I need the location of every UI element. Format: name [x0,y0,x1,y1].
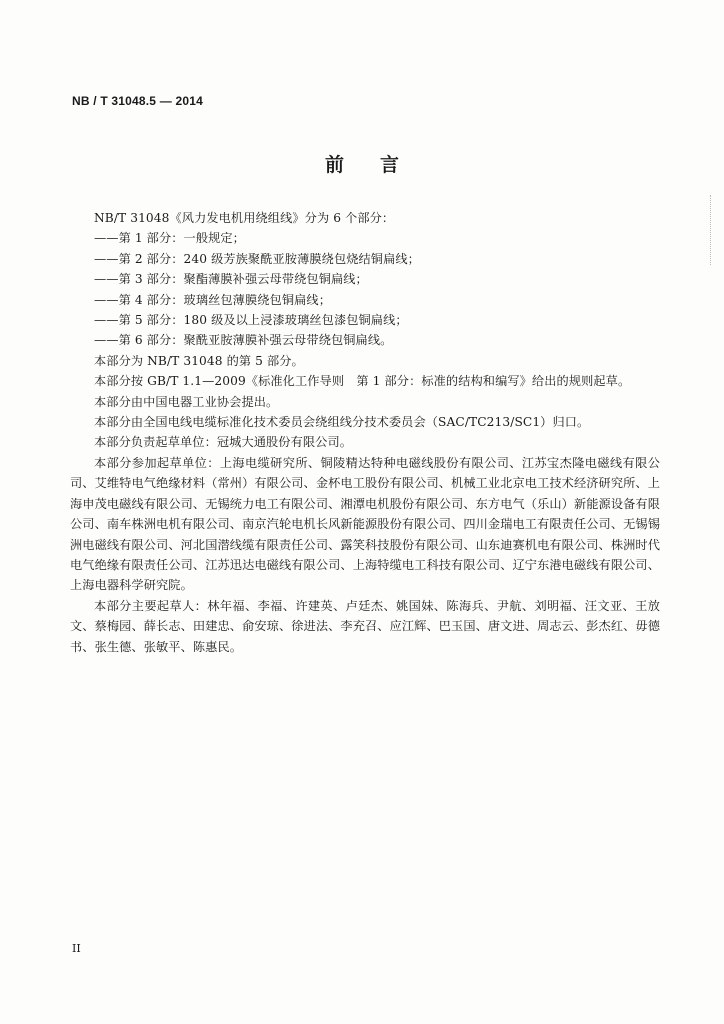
section-title [0,150,724,177]
intro-paragraph: NB/T 31048《风力发电机用绕组线》分为 6 个部分： [94,211,395,225]
part-item-5: ——第 5 部分：180 级及以上浸漆玻璃丝包漆包铜扁线； [94,313,408,328]
drafting-rules-paragraph: 本部分按 GB/T 1.1—2009《标准化工作导则 第 1 部分：标准的结构和编写》给出的规则起草。 [94,374,631,389]
foreword-body [70,208,660,657]
part-item-6: ——第 6 部分：聚酰亚胺薄膜补强云母带绕包铜扁线。 [94,333,393,348]
participating-units-paragraph: 本部分参加起草单位：上海电缆研究所、铜陵精达特种电磁线股份有限公司、江苏宝杰隆电磁线有限公司、艾维特电气绝缘材料（常州）有限公司、金杯电工股份有限公司、机械工业北京电工技术经济研究所、上海申茂电磁线有限公司、无锡统力电工有限公司、湘潭电机股份有限公司、东方电气（乐山）新能源设备有限公司、南车株洲电机有限公司、南京汽轮电机长风新能源股份有限公司、四川金瑞电工有限责任公司、无锡锡洲电磁线有限公司、河北国潜线缆有限责任公司、露笑科技股份有限公司、山东迪赛机电有限公司、株洲时代电气绝缘有限责任公司、江苏迅达电磁线有限公司、上海特缆电工科技有限公司、辽宁东港电磁线有限公司、上海电器科学研究院。 [70,455,660,593]
title-char-1: 前 [324,154,344,176]
part-item-2: ——第 2 部分：240 级芳族聚酰亚胺薄膜绕包烧结铜扁线； [94,251,420,266]
drafters-paragraph: 本部分主要起草人：林年福、李福、许建英、卢廷杰、姚国妹、陈海兵、尹航、刘明福、汪文亚、王放文、蔡梅园、薛长志、田建忠、俞安琼、徐进法、李充召、应江辉、巴玉国、唐文进、周志云、彭杰红、毋德书、张生德、张敏平、陈惠民。 [70,598,660,654]
part-item-3: ——第 3 部分：聚酯薄膜补强云母带绕包铜扁线； [94,272,368,287]
part-item-1: ——第 1 部分：一般规定； [94,231,245,246]
proposed-by-paragraph: 本部分由中国电器工业协会提出。 [94,394,279,409]
page-edge-mark [710,195,714,265]
part-item-4: ——第 4 部分：玻璃丝包薄膜绕包铜扁线； [94,292,331,307]
this-part-paragraph: 本部分为 NB/T 31048 的第 5 部分。 [94,353,304,368]
centralized-by-paragraph: 本部分由全国电线电缆标准化技术委员会绕组线分技术委员会（SAC/TC213/SC1）归口。 [94,415,590,430]
responsible-unit-paragraph: 本部分负责起草单位：冠城大通股份有限公司。 [94,435,353,450]
document-code: NB / T 31048.5 — 2014 [72,94,203,108]
title-char-2: 言 [380,154,400,176]
page-number: II [72,942,81,955]
